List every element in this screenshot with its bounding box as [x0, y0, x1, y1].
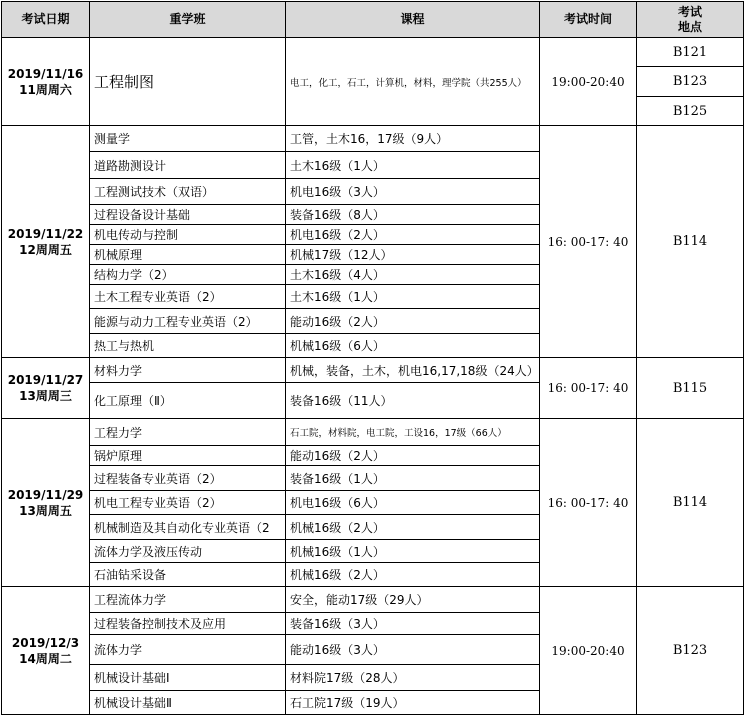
schedule-body — [2, 38, 744, 715]
course-name: 机电传动与控制 — [90, 225, 286, 245]
exam-time: 16: 00-17: 40 — [540, 358, 637, 419]
exam-time: 19:00-20:40 — [540, 587, 637, 715]
header-room: 考试 地点 — [637, 2, 744, 38]
course-name: 热工与热机 — [90, 334, 286, 358]
class-info: 土木16级（1人） — [286, 152, 540, 179]
course-name: 结构力学（2） — [90, 265, 286, 285]
exam-week: 13周周五 — [19, 503, 72, 518]
class-info: 石工院17级（19人） — [286, 691, 540, 715]
course-name: 机械设计基础Ⅰ — [90, 665, 286, 691]
class-info: 机械16级（2人） — [286, 515, 540, 540]
exam-date-cell — [2, 419, 90, 587]
exam-time: 19:00-20:40 — [540, 38, 637, 126]
class-info: 电工，化工，石工，计算机，材料，理学院（共255人） — [286, 38, 540, 126]
course-name: 锅炉原理 — [90, 446, 286, 466]
course-name: 测量学 — [90, 126, 286, 152]
exam-date-cell — [2, 38, 90, 126]
header-time: 考试时间 — [540, 2, 637, 38]
class-info: 机械，装备，土木，机电16,17,18级（24人） — [286, 358, 540, 383]
exam-date: 2019/11/29 — [7, 487, 84, 502]
course-name: 过程装备控制技术及应用 — [90, 613, 286, 635]
exam-week: 14周周二 — [19, 651, 72, 666]
course-name: 能源与动力工程专业英语（2） — [90, 309, 286, 334]
exam-date-cell — [2, 358, 90, 419]
exam-date: 2019/11/16 — [7, 66, 84, 81]
course-name: 化工原理（Ⅱ） — [90, 383, 286, 419]
class-info: 土木16级（1人） — [286, 285, 540, 309]
header-class: 课程 — [286, 2, 540, 38]
class-info: 装备16级（1人） — [286, 466, 540, 491]
exam-time: 16: 00-17: 40 — [540, 419, 637, 587]
table-row — [2, 358, 744, 383]
course-name: 机械原理 — [90, 245, 286, 265]
course-name: 土木工程专业英语（2） — [90, 285, 286, 309]
course-name: 机械制造及其自动化专业英语（2 — [90, 515, 286, 540]
course-name: 道路勘测设计 — [90, 152, 286, 179]
exam-time: 16: 00-17: 40 — [540, 126, 637, 358]
class-info: 材料院17级（28人） — [286, 665, 540, 691]
class-info: 装备16级（11人） — [286, 383, 540, 419]
exam-schedule-table — [1, 1, 744, 715]
exam-week: 12周周五 — [19, 242, 72, 257]
class-info: 装备16级（3人） — [286, 613, 540, 635]
class-info: 能动16级（2人） — [286, 309, 540, 334]
exam-date: 2019/11/22 — [7, 226, 84, 241]
class-info: 机械16级（2人） — [286, 563, 540, 587]
class-info: 石工院，材料院，电工院，工设16，17级（66人） — [286, 419, 540, 446]
exam-date: 2019/11/27 — [7, 373, 84, 387]
header-row — [2, 2, 744, 38]
table-row — [2, 126, 744, 152]
exam-week: 13周周三 — [19, 389, 72, 403]
exam-room: B123 — [637, 587, 744, 715]
table-row — [2, 38, 744, 67]
exam-date-cell — [2, 126, 90, 358]
class-info: 能动16级（3人） — [286, 635, 540, 665]
class-info: 机电16级（6人） — [286, 491, 540, 515]
course-name: 过程装备专业英语（2） — [90, 466, 286, 491]
class-info: 土木16级（4人） — [286, 265, 540, 285]
table-row — [2, 587, 744, 613]
exam-date-cell — [2, 587, 90, 715]
class-info: 机械17级（12人） — [286, 245, 540, 265]
header-course: 重学班 — [90, 2, 286, 38]
exam-room: B125 — [637, 97, 744, 126]
class-info: 装备16级（8人） — [286, 205, 540, 225]
course-name: 流体力学及液压传动 — [90, 540, 286, 563]
class-info: 能动16级（2人） — [286, 446, 540, 466]
course-name: 工程流体力学 — [90, 587, 286, 613]
course-name: 机电工程专业英语（2） — [90, 491, 286, 515]
exam-room: B123 — [637, 67, 744, 97]
course-name: 石油钻采设备 — [90, 563, 286, 587]
exam-room: B115 — [637, 358, 744, 419]
course-name: 工程测试技术（双语） — [90, 179, 286, 205]
course-name: 材料力学 — [90, 358, 286, 383]
table-row — [2, 419, 744, 446]
class-info: 机械16级（1人） — [286, 540, 540, 563]
header-date: 考试日期 — [2, 2, 90, 38]
exam-date: 2019/12/3 — [11, 635, 80, 650]
exam-week: 11周周六 — [19, 82, 72, 97]
class-info: 工管，土木16，17级（9人） — [286, 126, 540, 152]
exam-room: B114 — [637, 419, 744, 587]
course-name: 过程设备设计基础 — [90, 205, 286, 225]
exam-room: B121 — [637, 38, 744, 67]
course-name: 工程制图 — [90, 38, 286, 126]
class-info: 机械16级（6人） — [286, 334, 540, 358]
course-name: 流体力学 — [90, 635, 286, 665]
class-info: 机电16级（3人） — [286, 179, 540, 205]
course-name: 机械设计基础Ⅱ — [90, 691, 286, 715]
class-info: 机电16级（2人） — [286, 225, 540, 245]
class-info: 安全，能动17级（29人） — [286, 587, 540, 613]
course-name: 工程力学 — [90, 419, 286, 446]
exam-room: B114 — [637, 126, 744, 358]
